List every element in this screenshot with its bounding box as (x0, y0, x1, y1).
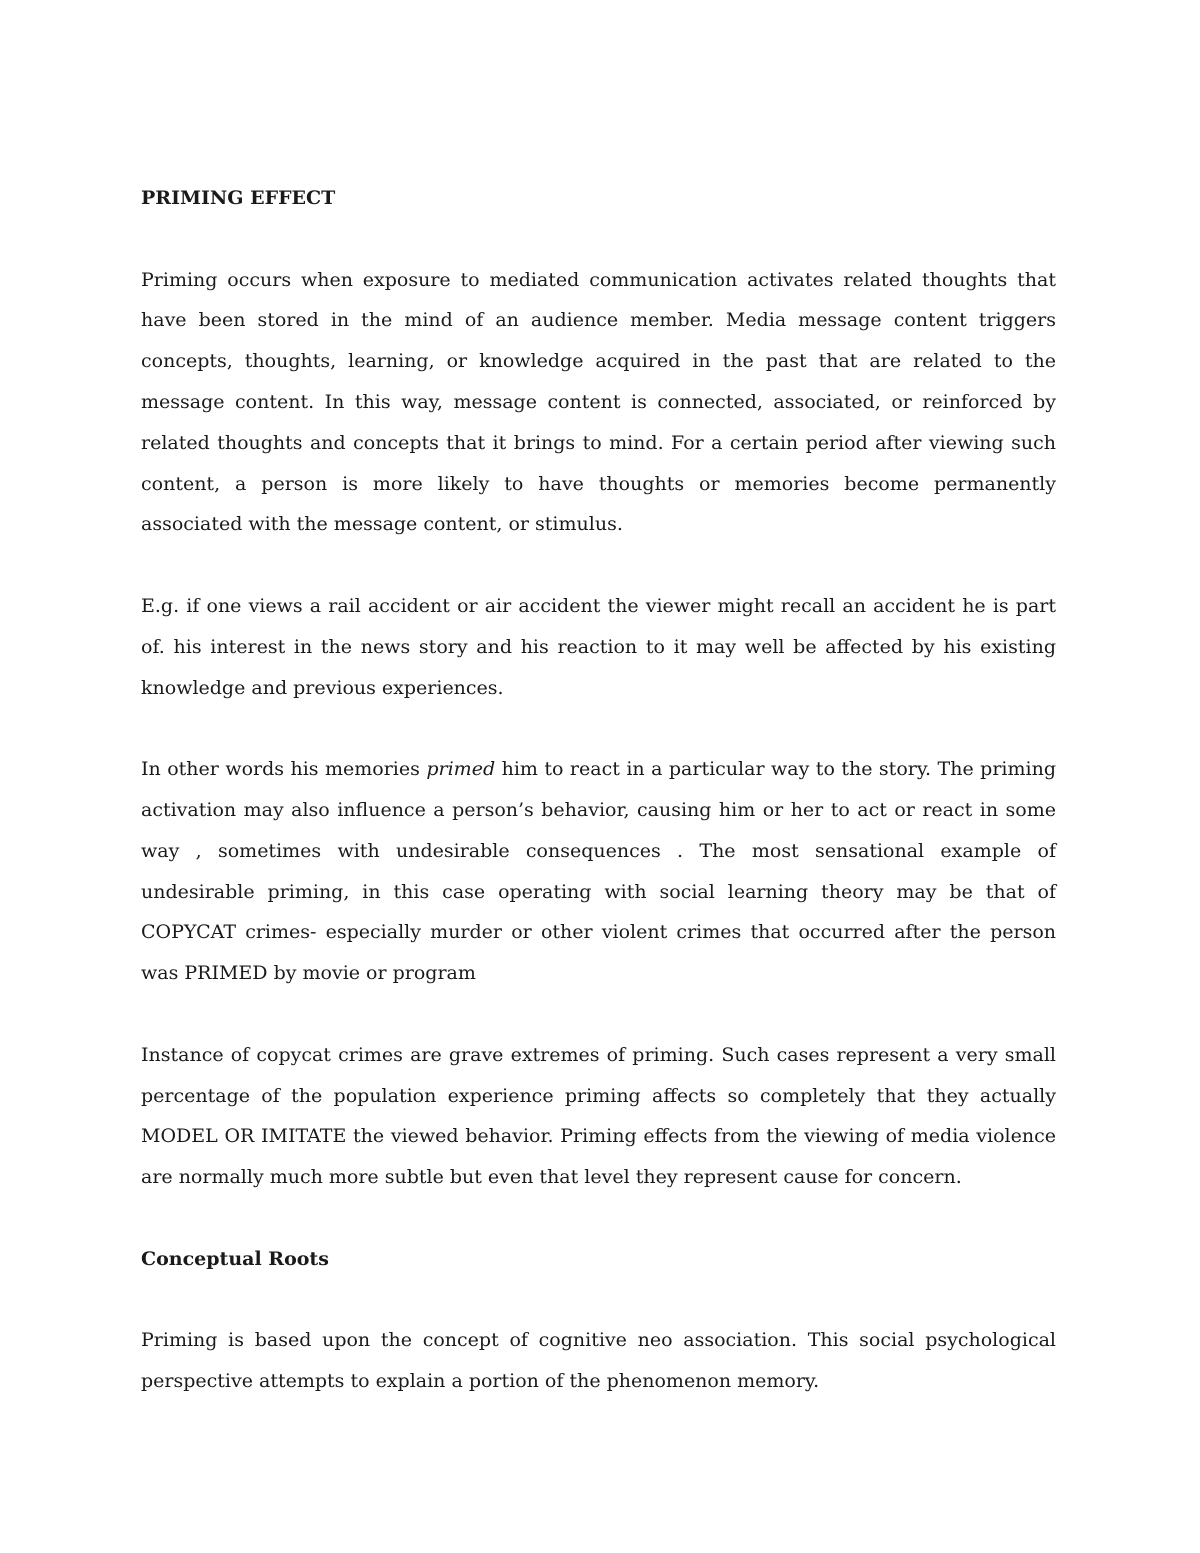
paragraph-example: E.g. if one views a rail accident or air accident the viewer might recall an accident he is part of. his interest in the news story and his reaction to it may well be affected by his existing knowledge and previous experiences. (141, 594, 1056, 699)
paragraph-text-after: him to react in a particular way to the story. The priming activation may also influence a person’s behavior, causing him or her to act or react in some way , sometimes with undesirable consequences . The most sensational example of undesirable priming, in this case operating with social learning theory may be that of COPYCAT crimes- especially murder or other violent crimes that occurred after the person was PRIMED by movie or program (141, 758, 1056, 985)
paragraph-copycat-crimes: Instance of copycat crimes are grave extremes of priming. Such cases represent a very small percentage of the population experience priming affects so completely that they actually MODEL OR IMITATE the viewed behavior. Priming effects from the viewing of media violence are normally much more subtle but even that level they represent cause for concern. (141, 1043, 1056, 1189)
paragraph-priming-definition: Priming occurs when exposure to mediated communication activates related thoughts that have been stored in the mind of an audience member. Media message content triggers concepts, thoughts, learning, or knowledge acquired in the past that are related to the message content. In this way, message content is connected, associated, or reinforced by related thoughts and concepts that it brings to mind. For a certain period after viewing such content, a person is more likely to have thoughts or memories become permanently associated with the message content, or stimulus. (141, 268, 1056, 536)
document-title: PRIMING EFFECT (141, 187, 336, 209)
section-heading-conceptual-roots: Conceptual Roots (141, 1247, 329, 1270)
paragraph-text-before: In other words his memories (141, 758, 427, 781)
paragraph-conceptual-roots: Priming is based upon the concept of cognitive neo association. This social psychological perspective attempts to explain a portion of the phenomenon memory. (141, 1329, 1056, 1393)
document-body (141, 178, 1056, 1443)
paragraph-memories-primed (141, 749, 1056, 994)
emphasis-primed: primed (426, 758, 496, 781)
